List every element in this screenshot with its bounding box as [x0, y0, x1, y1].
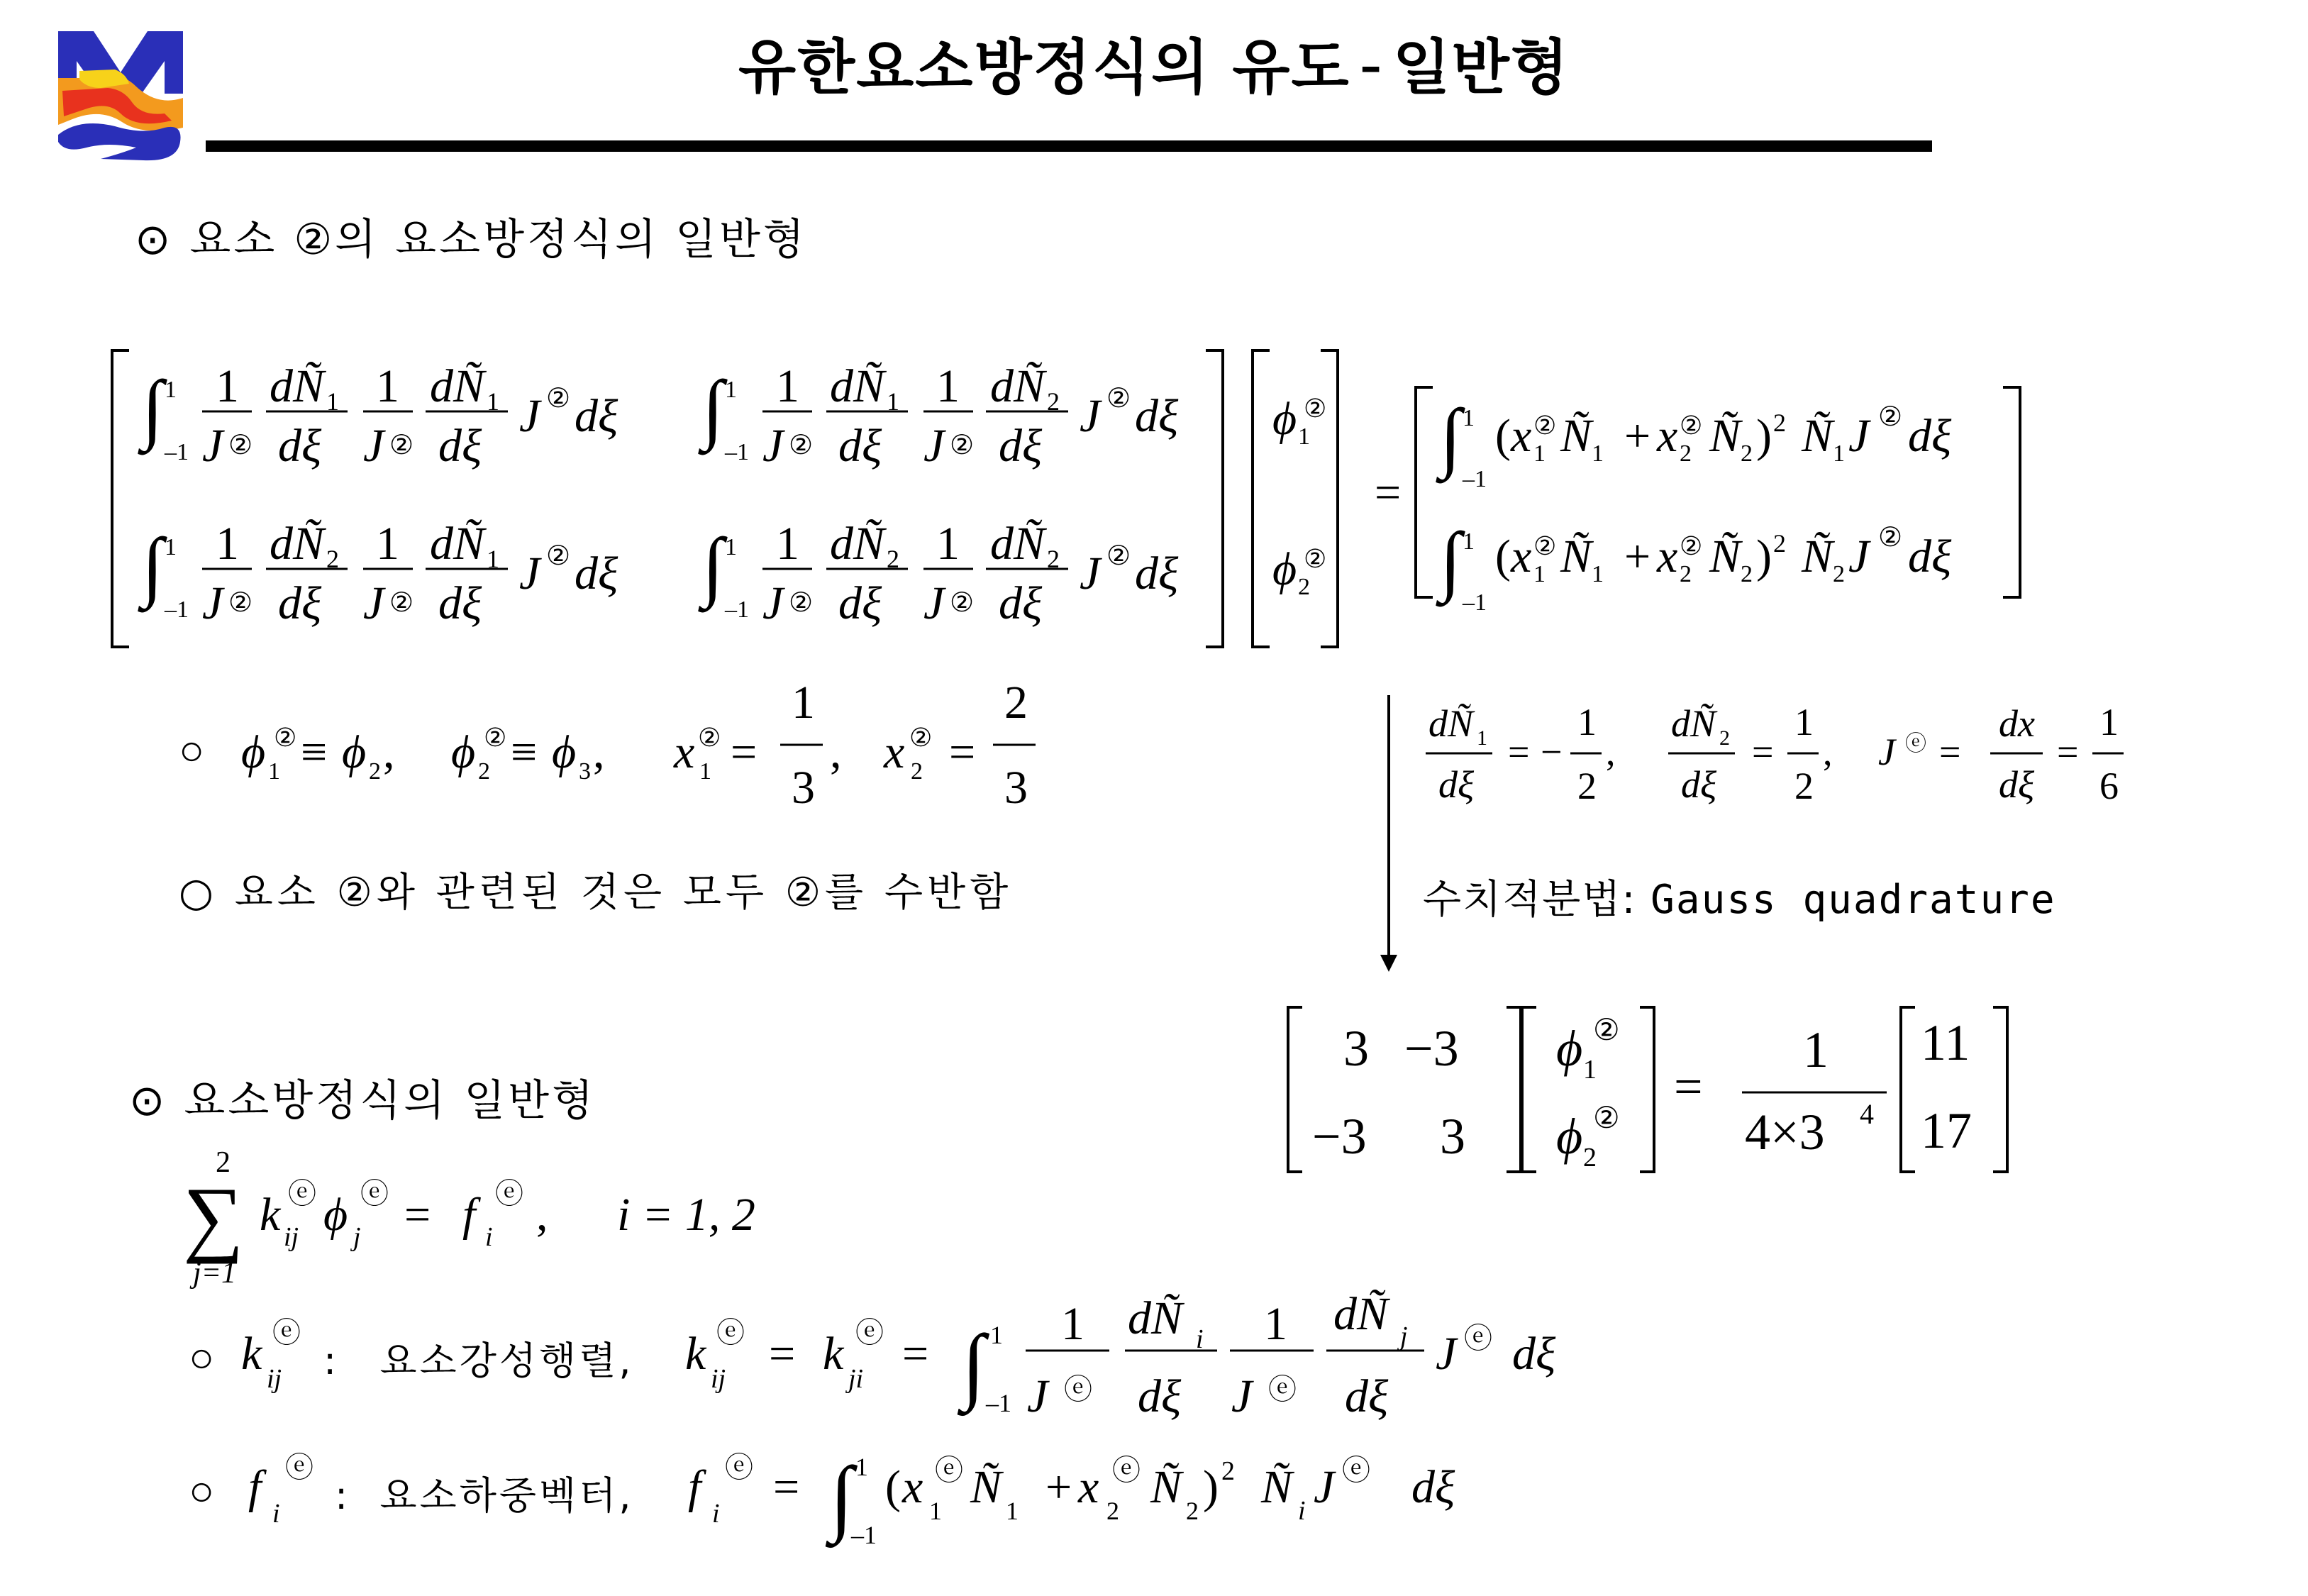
svg-text:J: J	[1080, 390, 1101, 442]
svg-text:ⓔ: ⓔ	[360, 1177, 389, 1209]
svg-text:1: 1	[776, 360, 799, 412]
svg-text:–1: –1	[165, 439, 189, 465]
svg-text:dξ: dξ	[1908, 531, 1952, 582]
k21: −3	[1312, 1108, 1367, 1165]
svg-text:–1: –1	[165, 597, 189, 623]
rhs-2: 17	[1921, 1102, 1972, 1159]
svg-text:②: ②	[1680, 532, 1703, 560]
svg-text:2: 2	[1186, 1497, 1199, 1525]
svg-text:J: J	[1314, 1461, 1335, 1513]
stiffness-label	[323, 1331, 634, 1385]
svg-text:②: ②	[1106, 541, 1131, 571]
svg-text:–1: –1	[851, 1521, 877, 1549]
svg-text:=: =	[902, 1328, 929, 1380]
svg-text:2: 2	[1583, 1143, 1597, 1173]
load-label	[335, 1465, 634, 1520]
svg-text:dξ: dξ	[1512, 1328, 1556, 1380]
svg-text:1: 1	[268, 758, 280, 785]
title-dash: –	[1360, 42, 1383, 92]
svg-text:②: ②	[1593, 1102, 1620, 1135]
result-equation	[1288, 1007, 2007, 1173]
svg-text:dξ: dξ	[278, 577, 322, 629]
svg-text:ij: ij	[267, 1364, 282, 1394]
svg-text:+: +	[1624, 410, 1651, 462]
dN2-den: 2	[1794, 765, 1814, 807]
svg-text:J: J	[519, 548, 540, 599]
svg-text:1: 1	[487, 545, 499, 573]
svg-text:dÑ: dÑ	[270, 518, 325, 570]
x2-denominator: 3	[1004, 762, 1028, 814]
svg-text:∫: ∫	[142, 365, 164, 451]
svg-text:–1: –1	[1463, 466, 1487, 492]
svg-text:ⓔ: ⓔ	[288, 1177, 316, 1209]
svg-text:2: 2	[1719, 726, 1730, 750]
svg-text:Ñ: Ñ	[1802, 531, 1833, 582]
svg-text:1: 1	[1583, 1055, 1597, 1085]
svg-text:J: J	[762, 420, 784, 472]
svg-text:,: ,	[1606, 731, 1616, 773]
svg-text:dξ: dξ	[999, 420, 1043, 472]
svg-text:i: i	[272, 1499, 280, 1529]
svg-text:Ñ: Ñ	[1560, 531, 1592, 582]
svg-text:,: ,	[593, 726, 605, 778]
rhs-1: 11	[1921, 1014, 1970, 1071]
svg-text:=: =	[773, 1461, 800, 1513]
svg-text:2: 2	[1680, 440, 1692, 467]
svg-text:=: =	[769, 1328, 796, 1380]
svg-text:1: 1	[776, 518, 799, 570]
colon: :	[323, 1339, 340, 1383]
svg-text:x: x	[1511, 410, 1532, 462]
svg-text:=: =	[2057, 731, 2079, 773]
svg-text:k: k	[241, 1328, 262, 1380]
svg-text:2: 2	[1773, 529, 1786, 558]
svg-text:1: 1	[376, 360, 399, 412]
svg-text:J: J	[923, 420, 945, 472]
svg-text:dÑ: dÑ	[1671, 702, 1716, 745]
svg-text:ⓔ: ⓔ	[495, 1177, 523, 1209]
svg-text:dξ: dξ	[1908, 410, 1952, 462]
svg-text:j: j	[1400, 1321, 1408, 1351]
svg-text:i: i	[1298, 1496, 1306, 1526]
svg-text:dÑ: dÑ	[430, 518, 485, 570]
svg-text:ⓔ: ⓔ	[935, 1454, 963, 1486]
svg-text:2: 2	[1773, 409, 1786, 437]
svg-text:ⓔ: ⓔ	[855, 1317, 884, 1348]
svg-text:x: x	[674, 726, 695, 778]
dN2-num: 1	[1794, 701, 1814, 743]
svg-text:=: =	[1752, 731, 1774, 773]
svg-text:ⓔ: ⓔ	[1268, 1373, 1297, 1405]
svg-text:ij: ij	[711, 1364, 726, 1394]
svg-text:ϕ: ϕ	[1556, 1020, 1583, 1077]
svg-text:+: +	[1624, 531, 1651, 582]
svg-text:1: 1	[936, 360, 960, 412]
svg-text:(: (	[885, 1461, 901, 1513]
matrix-entry-22	[698, 518, 1179, 629]
svg-text:②: ②	[228, 431, 253, 460]
svg-text:1: 1	[1463, 405, 1475, 431]
svg-text:②: ②	[1878, 523, 1903, 553]
derivative-values	[1426, 701, 2124, 807]
svg-text:1: 1	[1264, 1298, 1287, 1350]
svg-text:②: ②	[1593, 1014, 1620, 1047]
svg-text:+: +	[1045, 1461, 1072, 1513]
svg-text:(: (	[1495, 531, 1511, 582]
svg-text:k: k	[260, 1189, 281, 1241]
svg-text:②: ②	[1304, 545, 1327, 573]
svg-text:1: 1	[1533, 561, 1546, 587]
svg-text:ϕ: ϕ	[241, 726, 266, 778]
svg-text:–1: –1	[986, 1389, 1011, 1417]
svg-text:=: =	[731, 726, 758, 778]
svg-text:,: ,	[536, 1189, 548, 1241]
svg-text:1: 1	[1061, 1298, 1084, 1350]
svg-text:x: x	[902, 1461, 923, 1513]
svg-text:②: ②	[228, 588, 253, 618]
svg-text:1: 1	[1463, 528, 1475, 555]
svg-text:dξ: dξ	[838, 577, 882, 629]
svg-text:dξ: dξ	[838, 420, 882, 472]
svg-text:1: 1	[1533, 440, 1546, 467]
svg-text:J: J	[1436, 1328, 1457, 1380]
svg-text:–1: –1	[725, 439, 749, 465]
svg-text:1: 1	[1833, 440, 1845, 467]
svg-text:2: 2	[911, 758, 923, 785]
down-arrow-icon	[1380, 695, 1397, 972]
svg-text:ⓔ: ⓔ	[1112, 1454, 1141, 1486]
svg-text:∫: ∫	[1440, 393, 1462, 480]
svg-text:1: 1	[1592, 440, 1604, 467]
svg-text:Ñ: Ñ	[1150, 1461, 1182, 1513]
matrix-entry-11	[138, 360, 618, 472]
svg-text:②: ②	[389, 431, 414, 460]
svg-text:J: J	[1878, 731, 1895, 773]
svg-text:J: J	[363, 420, 384, 472]
svg-text:1: 1	[699, 758, 711, 785]
svg-text:dξ: dξ	[575, 548, 618, 599]
svg-text:dÑ: dÑ	[270, 360, 325, 412]
svg-text:ϕ: ϕ	[342, 726, 367, 778]
svg-text:2: 2	[1741, 561, 1753, 587]
svg-text:2: 2	[326, 545, 339, 573]
svg-text:,: ,	[830, 726, 842, 778]
svg-text:1: 1	[725, 534, 737, 560]
svg-text:x: x	[884, 726, 905, 778]
dN1-sign: −	[1541, 731, 1563, 773]
colon: :	[335, 1473, 351, 1518]
index-range: i = 1, 2	[617, 1189, 755, 1241]
svg-text:2: 2	[1047, 387, 1060, 416]
svg-text:ϕ: ϕ	[1556, 1108, 1583, 1165]
matrix-entry-12	[698, 360, 1179, 472]
svg-text:2: 2	[1680, 561, 1692, 587]
svg-text:dÑ: dÑ	[1128, 1292, 1183, 1344]
svg-text:): )	[1756, 531, 1772, 582]
svg-text:∫: ∫	[830, 1449, 853, 1544]
svg-text:J: J	[519, 390, 540, 442]
svg-text:1: 1	[1298, 423, 1310, 450]
svg-text:2: 2	[1298, 574, 1310, 600]
svg-text:②: ②	[1533, 411, 1557, 440]
svg-text:∑: ∑	[183, 1170, 244, 1264]
dN1-den: 2	[1577, 765, 1597, 807]
svg-text:dξ: dξ	[438, 577, 482, 629]
note2-text: 요소 ②와 관련된 것은 모두 ②를 수반함	[234, 870, 1013, 916]
integration-method-name: Gauss quadrature	[1650, 877, 2056, 923]
svg-text:): )	[1203, 1461, 1219, 1513]
svg-text:1: 1	[855, 1453, 868, 1481]
svg-text:J: J	[1848, 410, 1870, 462]
svg-text:2: 2	[887, 545, 899, 573]
J-den: 6	[2099, 765, 2119, 807]
integration-method	[1423, 868, 2056, 925]
svg-text:dÑ: dÑ	[830, 360, 885, 412]
svg-text:②: ②	[1106, 384, 1131, 414]
svg-text:ϕ: ϕ	[323, 1189, 348, 1241]
rhs-vector	[1416, 387, 2020, 616]
svg-text:3: 3	[579, 758, 591, 785]
svg-text:②: ②	[484, 724, 507, 752]
svg-text:∫: ∫	[1440, 516, 1462, 603]
svg-text:ⓔ: ⓔ	[1342, 1454, 1370, 1486]
svg-text:1: 1	[1006, 1497, 1019, 1525]
svg-text:Ñ: Ñ	[1261, 1461, 1293, 1513]
svg-text:2: 2	[1741, 440, 1753, 467]
svg-text:②: ②	[950, 588, 975, 618]
mapping-equations	[179, 677, 1036, 814]
svg-text:∫: ∫	[142, 522, 164, 609]
svg-text:1: 1	[725, 377, 737, 403]
svg-text:dξ: dξ	[1411, 1461, 1455, 1513]
svg-text:②: ②	[546, 384, 571, 414]
svg-text:1: 1	[1477, 726, 1487, 750]
svg-text:②: ②	[1533, 532, 1557, 560]
svg-text:2: 2	[369, 758, 381, 785]
svg-text:J: J	[1080, 548, 1101, 599]
section2-label: 요소방정식의 일반형	[184, 1076, 597, 1126]
sum-lower-limit: j=1	[193, 1257, 237, 1290]
svg-text:J: J	[1027, 1370, 1048, 1422]
svg-text:ⓔ: ⓔ	[1905, 732, 1926, 755]
svg-text:f: f	[688, 1461, 701, 1513]
svg-text:ⓔ: ⓔ	[272, 1317, 301, 1348]
svg-text:②: ②	[909, 724, 933, 752]
svg-text:Ñ: Ñ	[1709, 531, 1741, 582]
svg-text:f: f	[248, 1461, 262, 1513]
svg-text:dÑ: dÑ	[1333, 1288, 1389, 1340]
svg-text:dx: dx	[1999, 702, 2035, 745]
svg-text:1: 1	[929, 1497, 942, 1525]
svg-text:②: ②	[1878, 402, 1903, 432]
svg-text:1: 1	[216, 518, 239, 570]
scale-denominator: 4×3	[1745, 1104, 1825, 1160]
svg-text:=: =	[404, 1189, 431, 1241]
phi-vector	[1253, 350, 1338, 647]
svg-text:1: 1	[165, 534, 177, 560]
svg-text:2: 2	[1106, 1497, 1119, 1525]
stiffness-label-text: 요소강성행렬,	[379, 1339, 634, 1383]
section1-label: 요소 ②의 요소방정식의 일반형	[189, 215, 807, 265]
svg-text:○: ○	[179, 727, 205, 774]
k22: 3	[1440, 1108, 1465, 1165]
svg-text:J: J	[1231, 1370, 1253, 1422]
svg-text:ϕ: ϕ	[1272, 393, 1297, 445]
svg-text:1: 1	[990, 1321, 1003, 1349]
svg-text:dξ: dξ	[999, 577, 1043, 629]
svg-text:1: 1	[165, 377, 177, 403]
svg-text:ϕ: ϕ	[1272, 543, 1297, 595]
svg-text:ⓔ: ⓔ	[725, 1451, 753, 1483]
svg-text:i: i	[485, 1222, 493, 1252]
svg-text:1: 1	[326, 387, 339, 416]
svg-text:x: x	[1657, 410, 1678, 462]
svg-text:): )	[1756, 410, 1772, 462]
svg-text:②: ②	[950, 431, 975, 460]
svg-text:k: k	[823, 1328, 844, 1380]
svg-text:J: J	[1848, 531, 1870, 582]
sum-upper-limit: 2	[216, 1146, 231, 1179]
svg-text:ⓔ: ⓔ	[1064, 1373, 1092, 1405]
svg-text:J: J	[202, 420, 223, 472]
svg-text:dÑ: dÑ	[830, 518, 885, 570]
svg-text:2: 2	[1047, 545, 1060, 573]
scale-numerator: 1	[1803, 1021, 1829, 1078]
svg-text:J: J	[202, 577, 223, 629]
svg-text:–1: –1	[1463, 589, 1487, 616]
svg-text:J: J	[923, 577, 945, 629]
svg-text:②: ②	[1304, 394, 1327, 423]
svg-text:②: ②	[698, 724, 721, 752]
svg-text:dÑ: dÑ	[430, 360, 485, 412]
load-label-text: 요소하중벡터,	[379, 1473, 634, 1518]
svg-text:②: ②	[789, 588, 814, 618]
dN1-num: 1	[1577, 701, 1597, 743]
svg-text:dÑ: dÑ	[990, 360, 1045, 412]
svg-text:2: 2	[478, 758, 490, 785]
svg-text:ⓔ: ⓔ	[285, 1451, 314, 1483]
note-element-superscript	[179, 861, 1012, 918]
dot-circle-bullet-icon: ⊙	[129, 1076, 168, 1126]
J-num: 1	[2099, 701, 2119, 743]
svg-text:2: 2	[1221, 1456, 1235, 1486]
x1-numerator: 1	[792, 677, 815, 728]
svg-text:=: =	[1674, 1058, 1703, 1115]
svg-text:ϕ: ϕ	[552, 726, 577, 778]
dot-circle-bullet-icon: ⊙	[135, 215, 174, 265]
x1-denominator: 3	[792, 762, 815, 814]
svg-text:x: x	[1511, 531, 1532, 582]
svg-text:dξ: dξ	[1999, 763, 2035, 806]
svg-text:1: 1	[1592, 561, 1604, 587]
svg-text:dξ: dξ	[1438, 763, 1475, 806]
svg-text:ϕ: ϕ	[451, 726, 476, 778]
svg-text:i: i	[1196, 1324, 1204, 1354]
svg-text:ij: ij	[284, 1222, 299, 1252]
svg-text:2: 2	[1833, 561, 1845, 587]
section2-heading	[129, 1067, 596, 1128]
svg-text:Ñ: Ñ	[1560, 410, 1592, 462]
k11: 3	[1343, 1020, 1369, 1077]
svg-text:J: J	[363, 577, 384, 629]
svg-text:Ñ: Ñ	[1802, 410, 1833, 462]
x2-numerator: 2	[1004, 677, 1028, 728]
svg-text:j: j	[353, 1222, 361, 1252]
svg-text:②: ②	[274, 724, 297, 752]
svg-text:dÑ: dÑ	[990, 518, 1045, 570]
svg-text:ⓔ: ⓔ	[716, 1317, 745, 1348]
svg-text:,: ,	[1823, 731, 1833, 773]
svg-text:,: ,	[383, 726, 395, 778]
svg-text:○: ○	[189, 1334, 215, 1381]
svg-text:∫: ∫	[702, 365, 724, 451]
svg-text:J: J	[762, 577, 784, 629]
svg-text:dξ: dξ	[438, 420, 482, 472]
equals-sign: =	[1375, 467, 1402, 519]
svg-text:1: 1	[376, 518, 399, 570]
svg-text:dξ: dξ	[278, 420, 322, 472]
svg-text:dξ: dξ	[575, 390, 618, 442]
scale-exponent: 4	[1860, 1098, 1874, 1130]
circle-bullet-icon: ○	[179, 870, 218, 916]
svg-text:Ñ: Ñ	[970, 1461, 1002, 1513]
svg-text:dÑ: dÑ	[1428, 702, 1474, 745]
svg-text:Ñ: Ñ	[1709, 410, 1741, 462]
title-sub: 일반형	[1392, 33, 1570, 102]
svg-text:=: =	[1508, 731, 1530, 773]
integration-label: 수치적분법:	[1423, 877, 1637, 923]
svg-text:②: ②	[546, 541, 571, 571]
svg-text:(: (	[1495, 410, 1511, 462]
svg-text:○: ○	[189, 1468, 215, 1514]
general-sum-equation	[183, 1146, 755, 1290]
svg-text:k: k	[685, 1328, 706, 1380]
svg-text:dξ: dξ	[1345, 1370, 1389, 1422]
svg-text:dξ: dξ	[1138, 1370, 1182, 1422]
svg-text:②: ②	[389, 588, 414, 618]
k12: −3	[1404, 1020, 1459, 1077]
svg-text:=: =	[1939, 731, 1961, 773]
svg-text:ⓔ: ⓔ	[1464, 1322, 1492, 1354]
title-main: 유한요소방정식의 유도	[738, 33, 1350, 102]
matrix-entry-21	[138, 518, 618, 629]
svg-text:1: 1	[936, 518, 960, 570]
svg-text:②: ②	[789, 431, 814, 460]
svg-text:dξ: dξ	[1135, 390, 1179, 442]
svg-text:x: x	[1657, 531, 1678, 582]
svg-text:f: f	[462, 1189, 476, 1241]
svg-text:≡: ≡	[301, 726, 328, 778]
svg-text:1: 1	[487, 387, 499, 416]
svg-text:∫: ∫	[702, 522, 724, 609]
svg-text:–1: –1	[725, 597, 749, 623]
svg-text:x: x	[1078, 1461, 1099, 1513]
svg-text:=: =	[949, 726, 976, 778]
svg-text:i: i	[712, 1499, 720, 1529]
svg-text:dξ: dξ	[1135, 548, 1179, 599]
svg-text:1: 1	[216, 360, 239, 412]
svg-text:ji: ji	[848, 1364, 864, 1394]
svg-text:∫: ∫	[962, 1317, 985, 1412]
svg-text:dξ: dξ	[1681, 763, 1717, 806]
svg-text:1: 1	[887, 387, 899, 416]
svg-text:≡: ≡	[511, 726, 538, 778]
svg-text:②: ②	[1680, 411, 1703, 440]
